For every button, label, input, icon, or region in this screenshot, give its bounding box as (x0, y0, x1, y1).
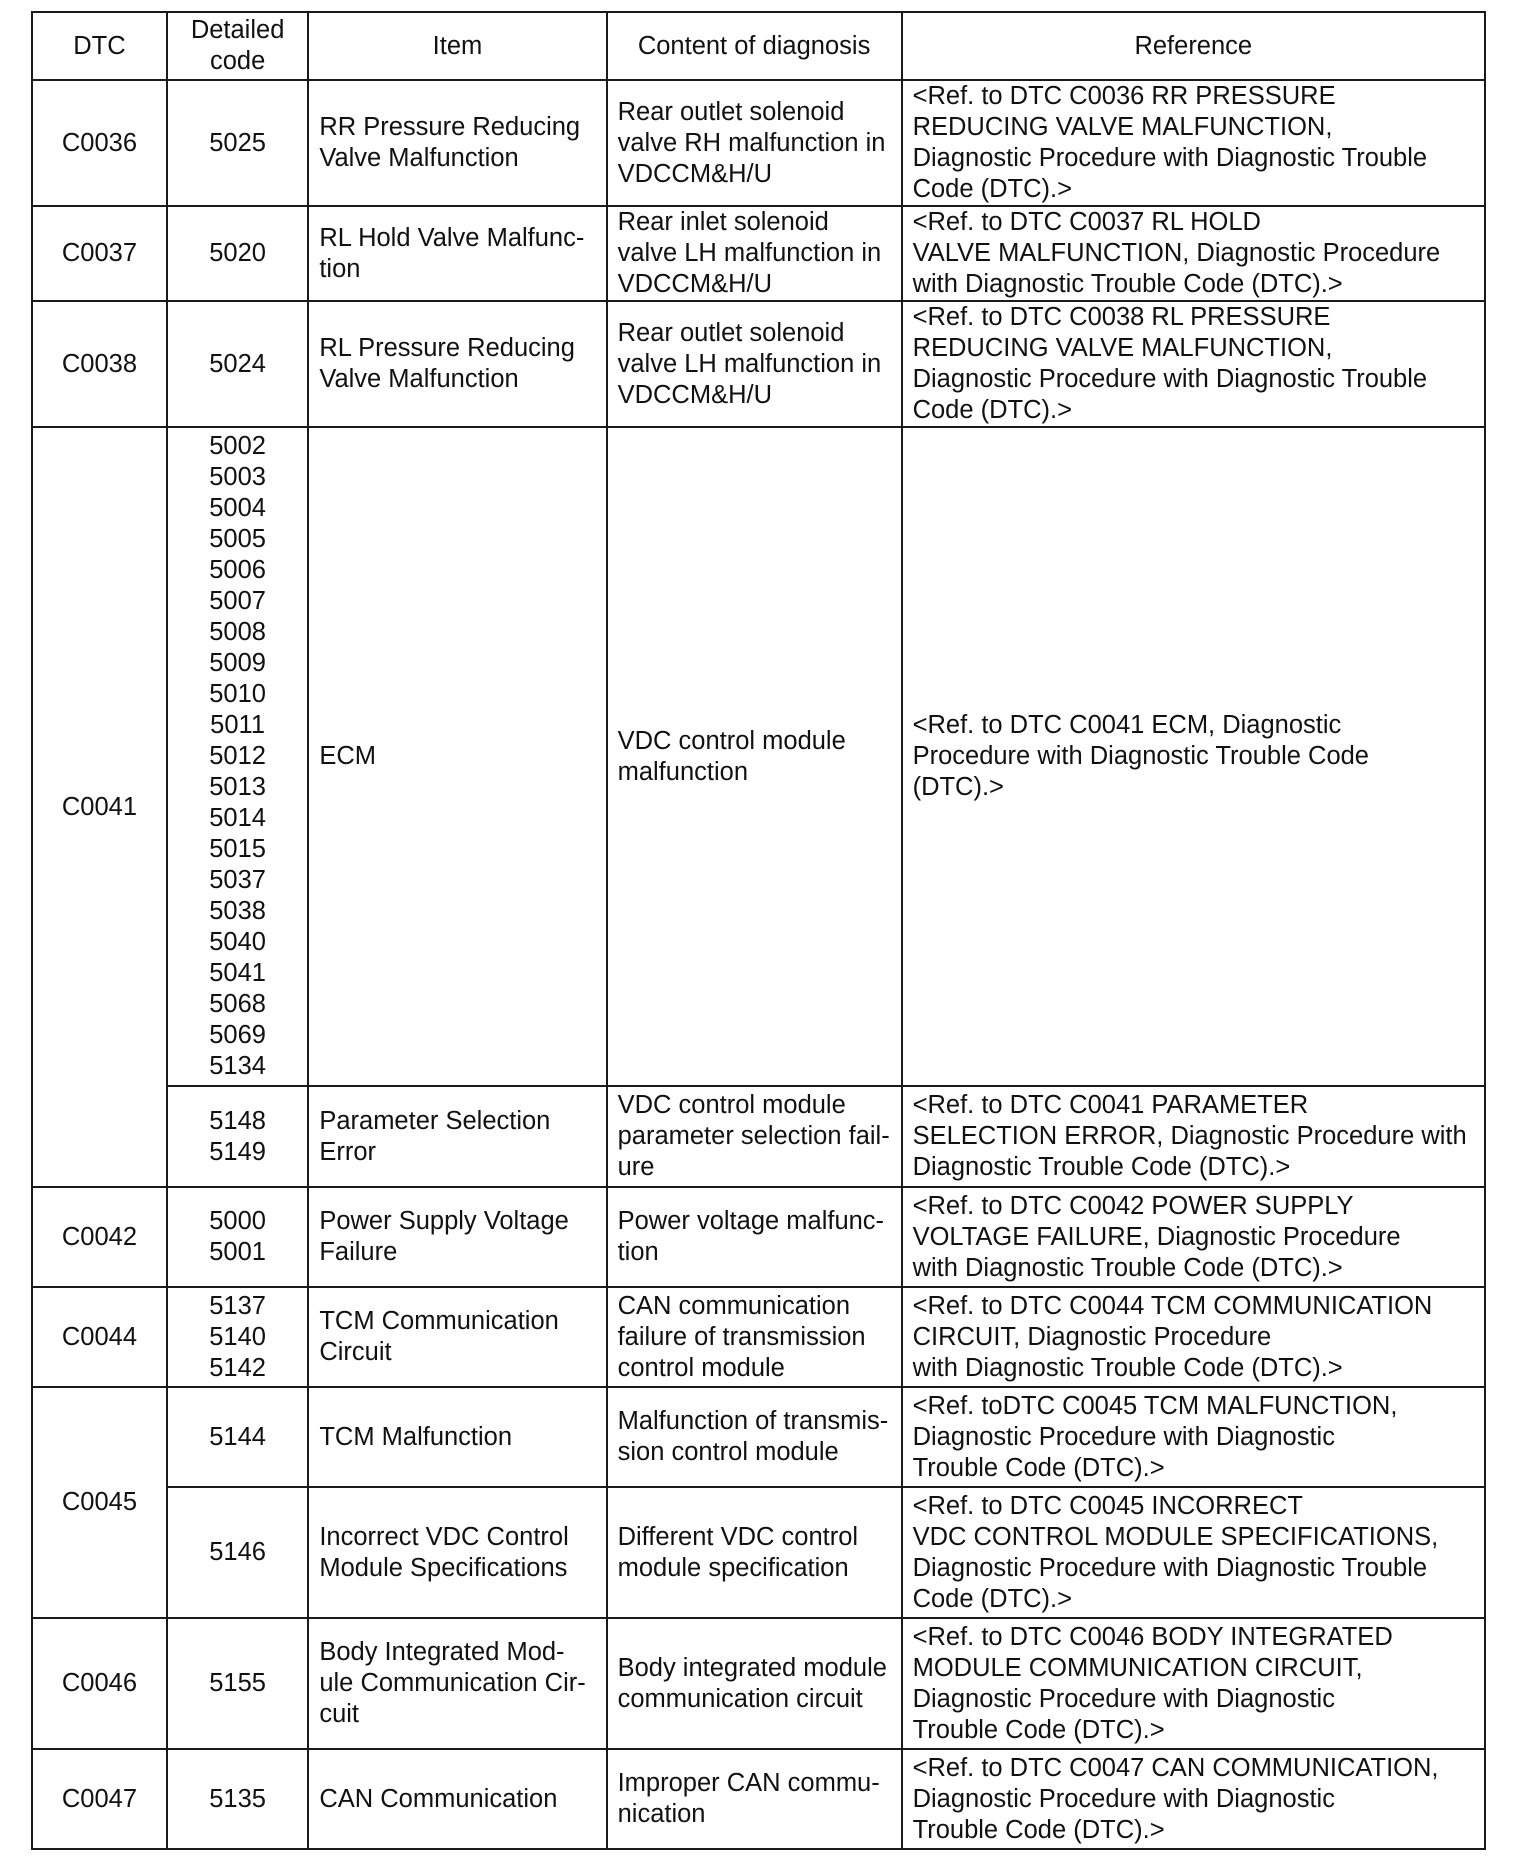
cell-text-line: 5142 (209, 1353, 266, 1382)
detailed-code-cell (167, 427, 308, 1086)
cell-text-line: Power voltage malfunc- (617, 1207, 885, 1235)
cell-text-line: Diagnostic Trouble Code (DTC).> (912, 1153, 1291, 1181)
cell-text-line: SELECTION ERROR, Diagnostic Procedure with (912, 1122, 1467, 1150)
cell-text-line: 5149 (209, 1137, 266, 1166)
cell-text-line: with Diagnostic Trouble Code (DTC).> (912, 1253, 1343, 1282)
table-row (32, 427, 1485, 1086)
content-cell (607, 80, 902, 206)
cell-text-line: <Ref. to DTC C0037 RL HOLD (912, 208, 1261, 236)
reference-cell (902, 1749, 1485, 1849)
dtc-cell: C0042 (32, 1187, 167, 1287)
cell-text-line: parameter selection fail- (617, 1122, 890, 1150)
cell-text-line: Diagnostic Procedure with Diagnostic (912, 1422, 1335, 1451)
cell-text-line: 5015 (209, 835, 266, 863)
header-item: Item (308, 12, 606, 80)
cell-text-line: 5002 (209, 432, 266, 460)
item-cell (308, 1287, 606, 1387)
cell-text-line: Trouble Code (DTC).> (912, 1815, 1165, 1844)
cell-text-line: Module Specifications (319, 1553, 568, 1582)
content-cell (607, 1387, 902, 1487)
table-header-row (32, 12, 1485, 80)
cell-text-line: RR Pressure Reducing (319, 113, 581, 141)
cell-text-line: Diagnostic Procedure with Diagnostic Trouble (912, 365, 1428, 393)
cell-text-line: 5000 (209, 1207, 266, 1235)
cell-text-line: Code (DTC).> (912, 175, 1072, 203)
content-cell (607, 427, 902, 1086)
cell-text-line: cuit (319, 1700, 360, 1728)
cell-text-line: MODULE COMMUNICATION CIRCUIT, (912, 1653, 1363, 1682)
content-cell (607, 1187, 902, 1287)
cell-text-line: malfunction (617, 757, 748, 786)
item-cell (308, 1749, 606, 1849)
table-row (32, 1387, 1485, 1487)
cell-text-line: 5004 (209, 494, 266, 522)
cell-text-line: with Diagnostic Trouble Code (DTC).> (912, 270, 1343, 298)
reference-cell (902, 1287, 1485, 1387)
cell-text-line: <Ref. to DTC C0041 PARAMETER (912, 1091, 1309, 1119)
detailed-code-cell (167, 1187, 308, 1287)
cell-text-line: Error (319, 1137, 376, 1166)
cell-text-line: Body Integrated Mod- (319, 1638, 565, 1666)
content-cell (607, 1086, 902, 1187)
cell-text-line: <Ref. to DTC C0047 CAN COMMUNICATION, (912, 1753, 1439, 1782)
item-cell (308, 1487, 606, 1618)
cell-text-line: module specification (617, 1553, 849, 1582)
detailed-code-cell: 5146 (167, 1487, 308, 1618)
header-content: Content of diagnosis (607, 12, 902, 80)
cell-text-line: tion (617, 1238, 659, 1266)
cell-text-line: Diagnostic Procedure with Diagnostic (912, 1784, 1335, 1813)
item-cell (308, 206, 606, 301)
cell-text-line: CAN Communication (319, 1784, 558, 1813)
cell-text-line: Diagnostic Procedure with Diagnostic Trouble (912, 144, 1428, 172)
detailed-code-cell (167, 1287, 308, 1387)
cell-text-line: 5006 (209, 556, 266, 584)
cell-text-line: VOLTAGE FAILURE, Diagnostic Procedure (912, 1222, 1401, 1251)
cell-text-line: 5037 (209, 866, 266, 894)
cell-text-line: VALVE MALFUNCTION, Diagnostic Procedure (912, 239, 1441, 267)
cell-text-line: Circuit (319, 1338, 392, 1366)
cell-text-line: 5008 (209, 618, 266, 646)
cell-text-line: Trouble Code (DTC).> (912, 1453, 1165, 1482)
cell-text-line: communication circuit (617, 1684, 863, 1713)
content-cell (607, 1287, 902, 1387)
reference-cell (902, 1387, 1485, 1487)
cell-text-line: Failure (319, 1238, 398, 1266)
cell-text-line: Code (DTC).> (912, 396, 1072, 424)
cell-text-line: 5012 (209, 742, 266, 770)
content-cell (607, 301, 902, 427)
cell-text-line: 5038 (209, 897, 266, 925)
detailed-code-cell: 5144 (167, 1387, 308, 1487)
detailed-code-cell: 5020 (167, 206, 308, 301)
reference-cell (902, 1618, 1485, 1749)
header-detailed-code: Detailed code (167, 12, 308, 80)
table-row (32, 1749, 1485, 1849)
detailed-code-cell: 5024 (167, 301, 308, 427)
reference-cell (902, 301, 1485, 427)
cell-text-line: 5140 (209, 1322, 266, 1351)
cell-text-line: 5134 (209, 1052, 266, 1080)
table-row (32, 80, 1485, 206)
item-cell (308, 1086, 606, 1187)
cell-text-line: 5137 (209, 1291, 266, 1320)
cell-text-line: tion (319, 254, 361, 283)
content-cell (607, 206, 902, 301)
cell-text-line: 5069 (209, 1021, 266, 1049)
cell-text-line: 5009 (209, 649, 266, 677)
cell-text-line: Rear outlet solenoid (617, 97, 845, 126)
cell-text-line: 5013 (209, 773, 266, 801)
reference-cell (902, 1487, 1485, 1618)
cell-text-line: 5003 (209, 463, 266, 491)
cell-text-line: <Ref. to DTC C0046 BODY INTEGRATED (912, 1622, 1393, 1651)
cell-text-line: VDCCM&H/U (617, 270, 773, 298)
cell-text-line: 5005 (209, 525, 266, 553)
cell-text-line: Body integrated module (617, 1653, 887, 1682)
cell-text-line: Rear inlet solenoid (617, 208, 829, 236)
cell-text-line: ECM (319, 742, 376, 770)
cell-text-line: <Ref. toDTC C0045 TCM MALFUNCTION, (912, 1391, 1398, 1420)
item-cell (308, 427, 606, 1086)
cell-text-line: REDUCING VALVE MALFUNCTION, (912, 113, 1333, 141)
cell-text-line: VDC control module (617, 726, 846, 755)
cell-text-line: <Ref. to DTC C0041 ECM, Diagnostic (912, 711, 1342, 739)
content-cell (607, 1749, 902, 1849)
detailed-code-cell: 5135 (167, 1749, 308, 1849)
cell-text-line: 5148 (209, 1106, 266, 1135)
cell-text-line: 5068 (209, 990, 266, 1018)
cell-text-line: 5007 (209, 587, 266, 615)
cell-text-line: valve RH malfunction in (617, 128, 886, 157)
cell-text-line: ule Communication Cir- (319, 1669, 586, 1697)
cell-text-line: Different VDC control (617, 1522, 859, 1551)
cell-text-line: CAN communication (617, 1291, 851, 1320)
cell-text-line: with Diagnostic Trouble Code (DTC).> (912, 1353, 1343, 1382)
dtc-cell: C0044 (32, 1287, 167, 1387)
cell-text-line: Valve Malfunction (319, 365, 519, 393)
cell-text-line: 5014 (209, 804, 266, 832)
cell-text-line: Code (DTC).> (912, 1584, 1072, 1613)
cell-text-line: <Ref. to DTC C0042 POWER SUPPLY (912, 1191, 1354, 1220)
cell-text-line: 5040 (209, 928, 266, 956)
dtc-cell: C0047 (32, 1749, 167, 1849)
cell-text-line: <Ref. to DTC C0036 RR PRESSURE (912, 82, 1336, 110)
cell-text-line: VDC control module (617, 1091, 846, 1119)
table-row (32, 1187, 1485, 1287)
cell-text-line: valve LH malfunction in (617, 349, 882, 378)
cell-text-line: TCM Malfunction (319, 1422, 513, 1451)
table-row (32, 1287, 1485, 1387)
cell-text-line: 5001 (209, 1238, 266, 1266)
table-row (32, 1086, 1485, 1187)
cell-text-line: 5011 (210, 711, 266, 739)
dtc-cell: C0037 (32, 206, 167, 301)
table-row (32, 301, 1485, 427)
dtc-cell: C0046 (32, 1618, 167, 1749)
cell-text-line: <Ref. to DTC C0045 INCORRECT (912, 1491, 1303, 1520)
cell-text-line: Valve Malfunction (319, 144, 519, 172)
content-cell (607, 1618, 902, 1749)
cell-text-line: Power Supply Voltage (319, 1207, 569, 1235)
cell-text-line: TCM Communication (319, 1307, 559, 1335)
dtc-cell: C0036 (32, 80, 167, 206)
reference-cell (902, 1187, 1485, 1287)
reference-cell (902, 206, 1485, 301)
content-cell (607, 1487, 902, 1618)
cell-text-line: Improper CAN commu- (617, 1769, 880, 1797)
item-cell (308, 301, 606, 427)
table-row (32, 206, 1485, 301)
dtc-table (31, 11, 1486, 1850)
cell-text-line: <Ref. to DTC C0038 RL PRESSURE (912, 303, 1331, 331)
cell-text-line: control module (617, 1353, 785, 1382)
table-row (32, 1487, 1485, 1618)
cell-text-line: Diagnostic Procedure with Diagnostic (912, 1684, 1335, 1713)
item-cell (308, 1187, 606, 1287)
cell-text-line: VDCCM&H/U (617, 159, 773, 188)
reference-cell (902, 427, 1485, 1086)
dtc-cell: C0045 (32, 1387, 167, 1618)
cell-text-line: (DTC).> (912, 773, 1004, 801)
dtc-cell: C0041 (32, 427, 167, 1187)
cell-text-line: 5041 (209, 959, 266, 987)
cell-text-line: valve LH malfunction in (617, 239, 882, 267)
cell-text-line: VDC CONTROL MODULE SPECIFICATIONS, (912, 1522, 1439, 1551)
item-cell (308, 80, 606, 206)
cell-text-line: Rear outlet solenoid (617, 318, 845, 347)
cell-text-line: Parameter Selection (319, 1106, 551, 1135)
cell-text-line: Incorrect VDC Control (319, 1522, 569, 1551)
cell-text-line: <Ref. to DTC C0044 TCM COMMUNICATION (912, 1291, 1433, 1320)
cell-text-line: Trouble Code (DTC).> (912, 1715, 1165, 1744)
cell-text-line: ure (617, 1153, 655, 1181)
detailed-code-cell (167, 1086, 308, 1187)
table-row (32, 1618, 1485, 1749)
item-cell (308, 1618, 606, 1749)
detailed-code-cell: 5025 (167, 80, 308, 206)
cell-text-line: Malfunction of transmis- (617, 1407, 889, 1435)
dtc-cell: C0038 (32, 301, 167, 427)
header-dtc: DTC (32, 12, 167, 80)
header-reference: Reference (902, 12, 1485, 80)
cell-text-line: RL Pressure Reducing (319, 334, 575, 362)
item-cell (308, 1387, 606, 1487)
cell-text-line: REDUCING VALVE MALFUNCTION, (912, 334, 1333, 362)
cell-text-line: nication (617, 1800, 706, 1828)
cell-text-line: Procedure with Diagnostic Trouble Code (912, 742, 1369, 770)
reference-cell (902, 1086, 1485, 1187)
cell-text-line: VDCCM&H/U (617, 380, 773, 409)
cell-text-line: CIRCUIT, Diagnostic Procedure (912, 1322, 1272, 1351)
cell-text-line: Diagnostic Procedure with Diagnostic Trouble (912, 1553, 1428, 1582)
detailed-code-cell: 5155 (167, 1618, 308, 1749)
cell-text-line: sion control module (617, 1438, 839, 1466)
reference-cell (902, 80, 1485, 206)
cell-text-line: 5010 (209, 680, 266, 708)
cell-text-line: RL Hold Valve Malfunc- (319, 223, 585, 252)
cell-text-line: failure of transmission (617, 1322, 866, 1351)
